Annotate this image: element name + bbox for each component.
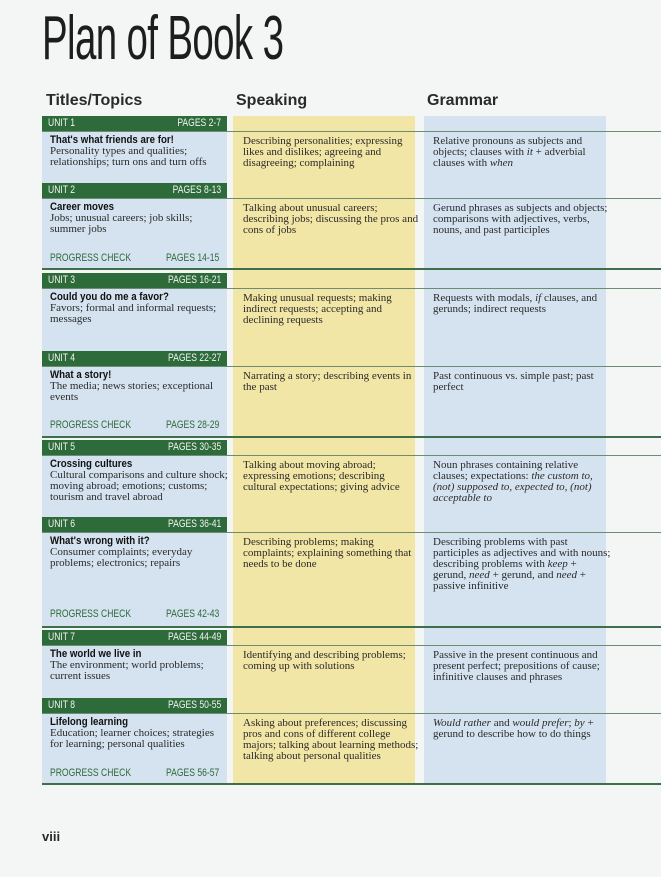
unit-speaking: Talking about unusual careers; describing jobs; discussing the pros and cons of jobs — [243, 202, 419, 236]
unit-topics: Cultural comparisons and culture shock; moving abroad; emotions; customs; tourism and travel abroad — [50, 469, 228, 503]
unit-topics: Consumer complaints; everyday problems; electronics; repairs — [50, 546, 193, 569]
section-divider — [42, 268, 661, 270]
page-number: viii — [42, 829, 61, 844]
unit-topic — [50, 202, 228, 235]
unit-label: UNIT 2 — [48, 184, 76, 196]
unit-topics: The environment; world problems; current issues — [50, 659, 204, 682]
grammar-segment: when — [489, 157, 514, 169]
grammar-segment: keep — [547, 558, 568, 570]
progress-check-label: PROGRESS CHECK — [50, 767, 132, 779]
unit-speaking: Identifying and describing problems; coming up with solutions — [243, 649, 406, 672]
grammar-segment: Passive in the present continuous and present perfect; prepositions of cause; infinitive clauses and phrases — [433, 649, 600, 683]
progress-check-label: PROGRESS CHECK — [50, 608, 132, 620]
grammar-segment: Would rather — [433, 717, 491, 729]
row-divider — [42, 131, 661, 132]
progress-check-label: PROGRESS CHECK — [50, 419, 132, 431]
unit-topic — [50, 370, 228, 403]
unit-title: What's wrong with it? — [50, 535, 150, 547]
unit-title: Lifelong learning — [50, 716, 128, 728]
unit-topic — [50, 292, 228, 325]
unit-header-bar — [42, 351, 227, 366]
unit-speaking: Talking about moving abroad; expressing emotions; describing cultural expectations; giving advice — [243, 459, 400, 493]
unit-label: UNIT 5 — [48, 441, 76, 453]
column-heading-topics: Titles/Topics — [46, 92, 143, 109]
progress-check — [42, 419, 227, 433]
column-heading-grammar: Grammar — [427, 92, 499, 109]
unit-label: UNIT 4 — [48, 352, 76, 364]
row-divider — [42, 532, 661, 533]
section-divider — [42, 436, 661, 438]
unit-grammar — [433, 537, 611, 592]
unit-grammar — [433, 460, 611, 504]
unit-topic — [50, 717, 228, 750]
section-divider — [42, 626, 661, 628]
progress-check — [42, 767, 227, 781]
unit-header-bar — [42, 698, 227, 713]
grammar-segment: + gerund, and — [489, 569, 557, 581]
unit-pages: PAGES 50-55 — [167, 699, 221, 711]
unit-pages: PAGES 16-21 — [167, 274, 221, 286]
grammar-segment: and — [490, 717, 513, 729]
unit-header-bar — [42, 273, 227, 288]
unit-speaking: Describing personalities; expressing likes and dislikes; agreeing and disagreeing; complaining — [243, 135, 403, 169]
grammar-segment: Requests with modals, — [433, 292, 536, 304]
unit-header-bar — [42, 116, 227, 131]
unit-label: UNIT 7 — [48, 631, 76, 643]
row-divider — [42, 198, 661, 199]
grammar-segment: the custom to, (not) supposed to, expected to, (not) acceptable to — [433, 470, 593, 504]
unit-header-bar — [42, 183, 227, 198]
unit-topic — [50, 135, 228, 168]
section-divider — [42, 783, 661, 785]
grammar-segment: Relative pronouns as subjects and objects; clauses with — [433, 135, 583, 158]
unit-topic — [50, 649, 228, 682]
unit-label: UNIT 1 — [48, 117, 76, 129]
grammar-segment: by — [574, 717, 585, 729]
unit-topic — [50, 459, 228, 503]
unit-speaking: Making unusual requests; making indirect requests; accepting and declining requests — [243, 292, 392, 326]
page-title: Plan of Book 3 — [42, 4, 284, 73]
unit-topics: The media; news stories; exceptional events — [50, 380, 214, 403]
unit-pages: PAGES 30-35 — [167, 441, 221, 453]
unit-label: UNIT 3 — [48, 274, 76, 286]
unit-speaking: Asking about preferences; discussing pros and cons of different college majors; talking about learning methods; talking about personal qualities — [243, 717, 419, 762]
unit-speaking: Narrating a story; describing events in the past — [243, 370, 412, 393]
grammar-segment: if — [535, 292, 542, 304]
progress-check-pages: PAGES 56-57 — [165, 767, 219, 779]
grammar-segment: clauses, and gerunds; indirect requests — [433, 292, 598, 315]
unit-title: Crossing cultures — [50, 458, 133, 470]
unit-title: The world we live in — [50, 648, 142, 660]
progress-check-pages: PAGES 42-43 — [165, 608, 219, 620]
grammar-segment: Past continuous vs. simple past; past perfect — [433, 370, 594, 393]
unit-label: UNIT 8 — [48, 699, 76, 711]
progress-check — [42, 608, 227, 622]
column-heading-speaking: Speaking — [236, 92, 308, 109]
unit-grammar — [433, 371, 611, 393]
unit-grammar — [433, 203, 611, 236]
unit-grammar — [433, 650, 611, 683]
unit-grammar — [433, 136, 611, 169]
grammar-segment: + passive infinitive — [433, 569, 586, 592]
unit-grammar — [433, 718, 611, 740]
progress-check — [42, 252, 227, 266]
unit-pages: PAGES 36-41 — [167, 518, 221, 530]
progress-check-pages: PAGES 14-15 — [165, 252, 219, 264]
unit-header-bar — [42, 440, 227, 455]
grammar-segment: ; — [568, 717, 575, 729]
unit-title: Career moves — [50, 201, 115, 213]
grammar-segment: + gerund to describe how to do things — [433, 717, 594, 740]
unit-header-bar — [42, 517, 227, 532]
row-divider — [42, 713, 661, 714]
unit-pages: PAGES 44-49 — [167, 631, 221, 643]
grammar-segment: would prefer — [512, 717, 569, 729]
unit-pages: PAGES 22-27 — [167, 352, 221, 364]
grammar-segment: need — [469, 569, 490, 581]
unit-topics: Education; learner choices; strategies for learning; personal qualities — [50, 727, 215, 750]
row-divider — [42, 455, 661, 456]
unit-pages: PAGES 2-7 — [177, 117, 221, 129]
unit-speaking: Describing problems; making complaints; explaining something that needs to be done — [243, 536, 412, 570]
unit-title: Could you do me a favor? — [50, 291, 169, 303]
row-divider — [42, 645, 661, 646]
unit-pages: PAGES 8-13 — [172, 184, 221, 196]
progress-check-pages: PAGES 28-29 — [165, 419, 219, 431]
row-divider — [42, 366, 661, 367]
row-divider — [42, 288, 661, 289]
progress-check-label: PROGRESS CHECK — [50, 252, 132, 264]
grammar-segment: it — [526, 146, 533, 158]
grammar-segment: Describing problems with past participles as adjectives and with nouns; describing problems with — [433, 536, 611, 570]
unit-label: UNIT 6 — [48, 518, 76, 530]
grammar-segment: + adverbial clauses with — [433, 146, 586, 169]
grammar-segment: Gerund phrases as subjects and objects; comparisons with adjectives, verbs, nouns, and past participles — [433, 202, 608, 236]
unit-header-bar — [42, 630, 227, 645]
unit-title: That's what friends are for! — [50, 134, 174, 146]
unit-topics: Jobs; unusual careers; job skills; summer jobs — [50, 212, 193, 235]
unit-topics: Favors; formal and informal requests; messages — [50, 302, 217, 325]
unit-topic — [50, 536, 228, 569]
unit-grammar — [433, 293, 611, 315]
unit-title: What a story! — [50, 369, 112, 381]
grammar-segment: + gerund, — [433, 558, 577, 581]
grammar-segment: Noun phrases containing relative clauses; expectations: — [433, 459, 579, 482]
grammar-segment: need — [556, 569, 577, 581]
unit-topics: Personality types and qualities; relationships; turn ons and turn offs — [50, 145, 207, 168]
